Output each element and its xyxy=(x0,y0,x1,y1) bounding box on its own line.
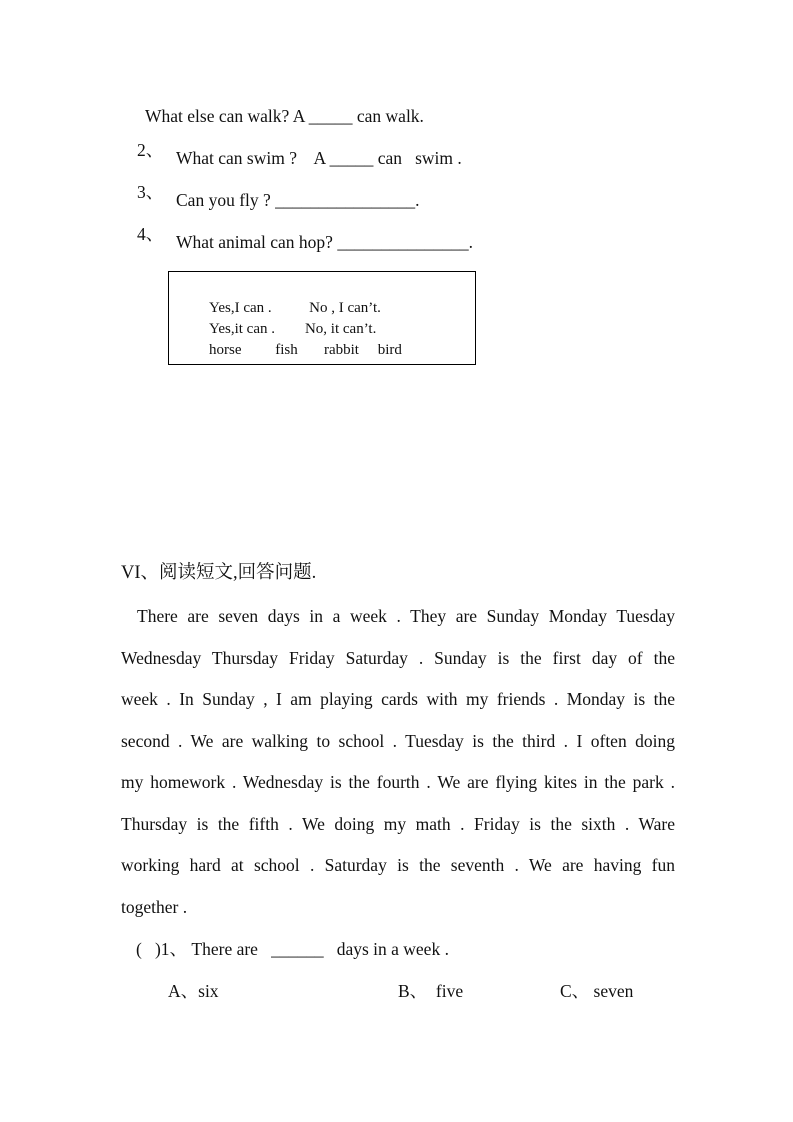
question-number: 4、 xyxy=(137,224,164,244)
question-text: What can swim ? A _____ can swim . xyxy=(176,148,462,168)
paragraph-line: Thursday is the fifth . We doing my math . Friday is the sixth . Ware xyxy=(121,813,675,834)
paragraph-line: Wednesday Thursday Friday Saturday . Sunday is the first day of the xyxy=(121,647,675,668)
paragraph-line: There are seven days in a week . They are Sunday Monday Tuesday xyxy=(137,606,675,626)
fill-in-questions-section xyxy=(121,95,675,263)
question-line-walk: What else can walk? A _____ can walk. xyxy=(145,106,424,126)
question-line-swim xyxy=(121,137,675,179)
answer-options-box xyxy=(168,271,476,365)
answer-box-line: horse fish rabbit bird xyxy=(209,342,402,358)
paragraph-line: working hard at school . Saturday is the seventh . We are having fun xyxy=(121,855,675,875)
question-text: What animal can hop? _______________. xyxy=(176,232,473,252)
mc-option-a: A、six xyxy=(168,981,219,1001)
question-line-hop xyxy=(121,221,675,263)
question-number: 3、 xyxy=(137,182,164,202)
question-text: Can you fly ? ________________. xyxy=(176,190,420,210)
worksheet-content xyxy=(0,95,793,1012)
mc-options-row xyxy=(121,970,675,1012)
reading-section-heading: VI、阅读短文,回答问题. xyxy=(121,563,317,583)
paragraph-line: second . We are walking to school . Tuesday is the third . I often doing xyxy=(121,730,675,751)
question-number: 2、 xyxy=(137,140,164,160)
paragraph-line: together . xyxy=(121,896,188,917)
mc-option-c: C、 seven xyxy=(560,981,634,1001)
paragraph-line: my homework . Wednesday is the fourth . We are flying kites in the park . xyxy=(121,772,675,792)
reading-paragraph xyxy=(121,596,675,928)
mc-option-b: B、 five xyxy=(398,981,464,1001)
question-line-fly xyxy=(121,179,675,221)
paragraph-line: week . In Sunday , I am playing cards with my friends . Monday is the xyxy=(121,689,675,709)
answer-box-line: Yes,it can . No, it can’t. xyxy=(209,321,377,337)
answer-box-line: Yes,I can . No , I can’t. xyxy=(209,300,381,316)
mc-question-line: ( )1、 There are ______ days in a week . xyxy=(136,939,449,959)
